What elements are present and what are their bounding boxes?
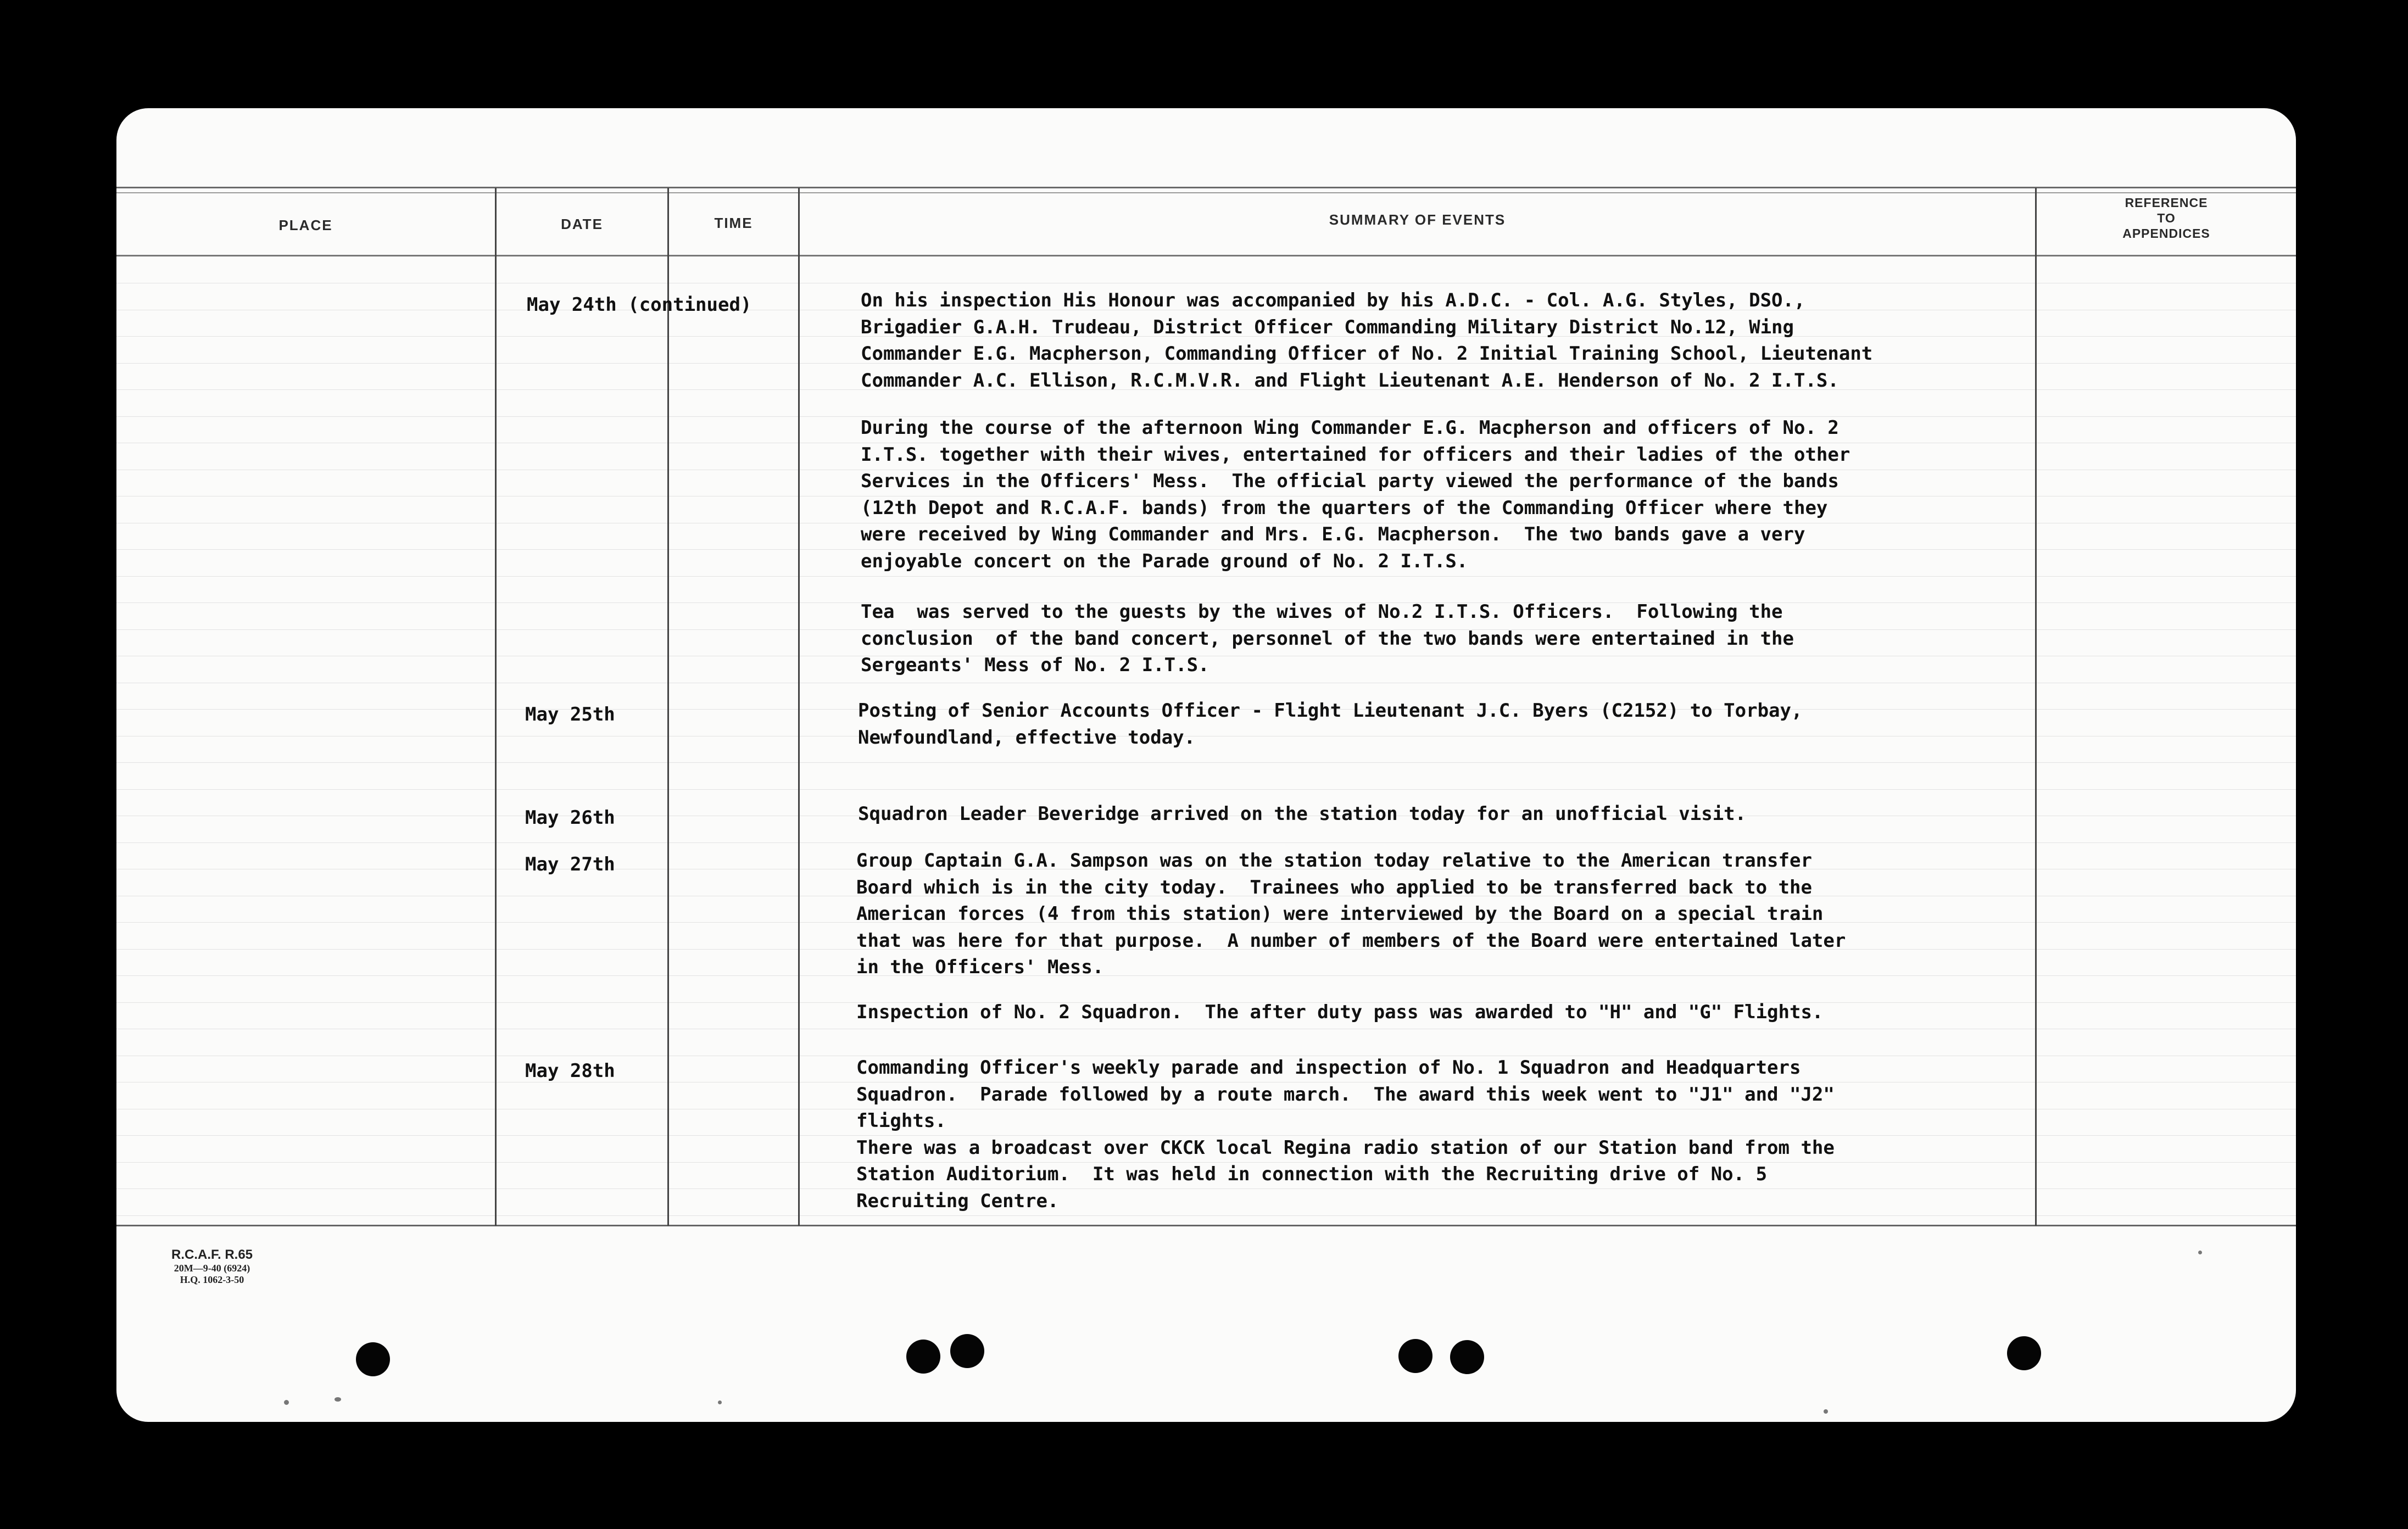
- column-divider-place: [495, 188, 497, 1226]
- faint-rule: [116, 842, 2296, 843]
- entry-date: May 24th (continued): [527, 294, 752, 316]
- column-divider-summary: [2035, 188, 2037, 1226]
- summary-paragraph: Tea was served to the guests by the wives of No.2 I.T.S. Officers. Following the conclusion of the band concert, personnel of the two bands were entertained in the Sergeants' Mess of No. 2 I.T.S.: [861, 601, 1794, 676]
- header-bottom-rule: [116, 255, 2296, 256]
- speck: [718, 1400, 722, 1404]
- header-date: DATE: [561, 216, 603, 232]
- speck: [284, 1400, 289, 1405]
- faint-rule: [116, 762, 2296, 763]
- summary-paragraph: Group Captain G.A. Sampson was on the station today relative to the American transfer Board which is in the city today. Trainees who applied to be transferred back to the American forces (4 from this station) were interviewed by the Board on a special train that was here for that purpose. A number of members of the Board were entertained later in the Officers' Mess.: [856, 850, 1846, 978]
- column-divider-date: [667, 188, 669, 1226]
- header-summary: SUMMARY OF EVENTS: [1329, 211, 1506, 228]
- form-code-line: R.C.A.F. R.65: [171, 1247, 253, 1262]
- summary-paragraph: Posting of Senior Accounts Officer - Flight Lieutenant J.C. Byers (C2152) to Torbay, Newfoundland, effective today.: [858, 700, 1803, 749]
- form-code-line: H.Q. 1062-3-50: [180, 1274, 244, 1285]
- entry-date: May 28th: [525, 1060, 615, 1082]
- summary-paragraph: Commanding Officer's weekly parade and inspection of No. 1 Squadron and Headquarters Squadron. Parade followed by a route march. The award this week went to "J1" and "J2" flights. There was a broadcast over CKCK local Regina radio station of our Station band from the Station Auditorium. It was held in connection with the Recruiting drive of No. 5 Recruiting Centre.: [856, 1057, 1835, 1212]
- table-bottom-rule: [116, 1225, 2296, 1226]
- punch-hole: [2007, 1336, 2041, 1370]
- diary-form-card: [116, 108, 2296, 1422]
- summary-paragraph: Squadron Leader Beveridge arrived on the station today for an unofficial visit.: [858, 803, 1747, 825]
- faint-rule: [116, 576, 2296, 577]
- header-top-rule: [116, 187, 2296, 188]
- punch-hole: [1398, 1339, 1432, 1373]
- speck: [335, 1397, 341, 1402]
- entry-date: May 26th: [525, 807, 615, 829]
- header-reference: REFERENCE TO APPENDICES: [2122, 196, 2210, 241]
- form-code-line: 20M—9-40 (6924): [174, 1263, 250, 1274]
- entry-date: May 25th: [525, 704, 615, 726]
- speck: [1824, 1409, 1828, 1414]
- form-code: [171, 1247, 253, 1286]
- header-top-rule-2: [116, 192, 2296, 193]
- punch-hole: [950, 1334, 984, 1368]
- summary-paragraph: On his inspection His Honour was accompanied by his A.D.C. - Col. A.G. Styles, DSO., Brigadier G.A.H. Trudeau, District Officer Commanding Military District No.12, Wing Commander E.G. Macpherson, Commanding Officer of No. 2 Initial Training School, Lieutenant Commander A.C. Ellison, R.C.M.V.R. and Flight Lieutenant A.E. Henderson of No. 2 I.T.S.: [861, 289, 1873, 392]
- faint-rule: [116, 1215, 2296, 1216]
- punch-hole: [356, 1342, 390, 1376]
- summary-paragraph: During the course of the afternoon Wing Commander E.G. Macpherson and officers of No. 2 I.T.S. together with their wives, entertained for officers and their ladies of the other Services in the Officers' Mess. The official party viewed the performance of the bands (12th Depot and R.C.A.F. bands) from the quarters of the Commanding Officer where they were received by Wing Commander and Mrs. E.G. Macpherson. The two bands gave a very enjoyable concert on the Parade ground of No. 2 I.T.S.: [861, 417, 1850, 572]
- column-divider-time: [798, 188, 800, 1226]
- entry-date: May 27th: [525, 853, 615, 875]
- summary-paragraph: Inspection of No. 2 Squadron. The after duty pass was awarded to "H" and "G" Flights.: [856, 1001, 1824, 1023]
- punch-hole: [1450, 1340, 1484, 1374]
- header-time: TIME: [714, 215, 753, 231]
- speck: [2198, 1251, 2202, 1254]
- punch-hole: [906, 1340, 940, 1374]
- faint-rule: [116, 789, 2296, 790]
- header-place: PLACE: [278, 217, 333, 233]
